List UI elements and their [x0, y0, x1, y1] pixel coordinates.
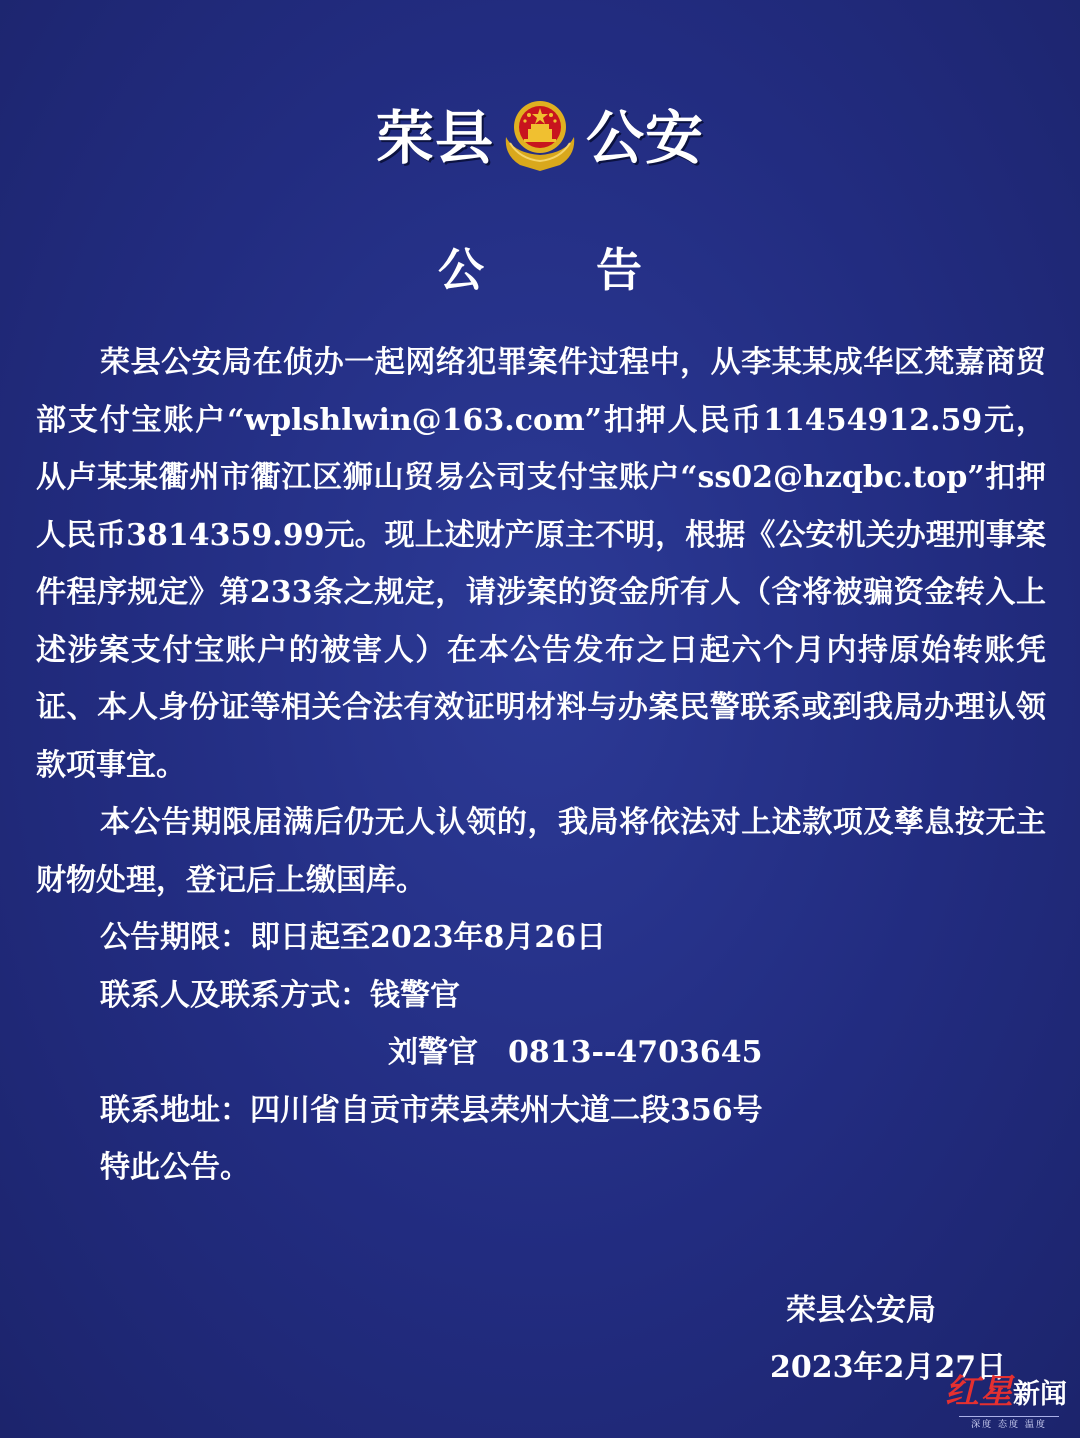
watermark-tagline: 深度 态度 温度: [959, 1416, 1059, 1430]
notice-body: [36, 334, 1046, 1197]
brand-left-text: 荣县: [375, 104, 494, 172]
signature: 荣县公安局: [786, 1293, 936, 1328]
issue-date: 2023年2月27日: [770, 1350, 1007, 1385]
closing-text: 特此公告。: [100, 1150, 250, 1185]
contact-name-2: 刘警官: [388, 1035, 478, 1070]
police-emblem-icon: [500, 93, 580, 173]
contact-line-1: 联系人及联系方式：钱警官: [100, 977, 460, 1013]
watermark-red-text: 红星: [945, 1372, 1013, 1412]
header-logo: [0, 88, 1080, 178]
watermark-logo: [945, 1372, 1073, 1432]
contact-phone: 0813--4703645: [508, 1035, 763, 1070]
paragraph-1: 荣县公安局在侦办一起网络犯罪案件过程中，从李某某成华区梵嘉商贸部支付宝账户“wplshlwin@163.com”扣押人民币11454912.59元，从卢某某衢州市衢江区狮山贸易公司支付宝账户“ss02@hzqbc.top”扣押人民币3814359.99元。现上述财产原主不明，根据《公安机关办理刑事案件程序规定》第233条之规定，请涉案的资金所有人（含将被骗资金转入上述涉案支付宝账户的被害人）在本公告发布之日起六个月内持原始转账凭证、本人身份证等相关合法有效证明材料与办案民警联系或到我局办理认领款项事宜。: [36, 345, 1046, 783]
contact-line-2: [36, 1024, 1046, 1082]
notice-title: 公 告: [437, 243, 690, 297]
notice-period: 公告期限：即日起至2023年8月26日: [100, 920, 607, 955]
brand-right-text: 公安: [586, 104, 705, 172]
watermark-white-text: 新闻: [1013, 1379, 1067, 1410]
contact-address: 联系地址：四川省自贡市荣县荣州大道二段356号: [100, 1092, 763, 1128]
paragraph-2: 本公告期限届满后仍无人认领的，我局将依法对上述款项及孳息按无主财物处理，登记后上缴国库。: [36, 805, 1046, 898]
